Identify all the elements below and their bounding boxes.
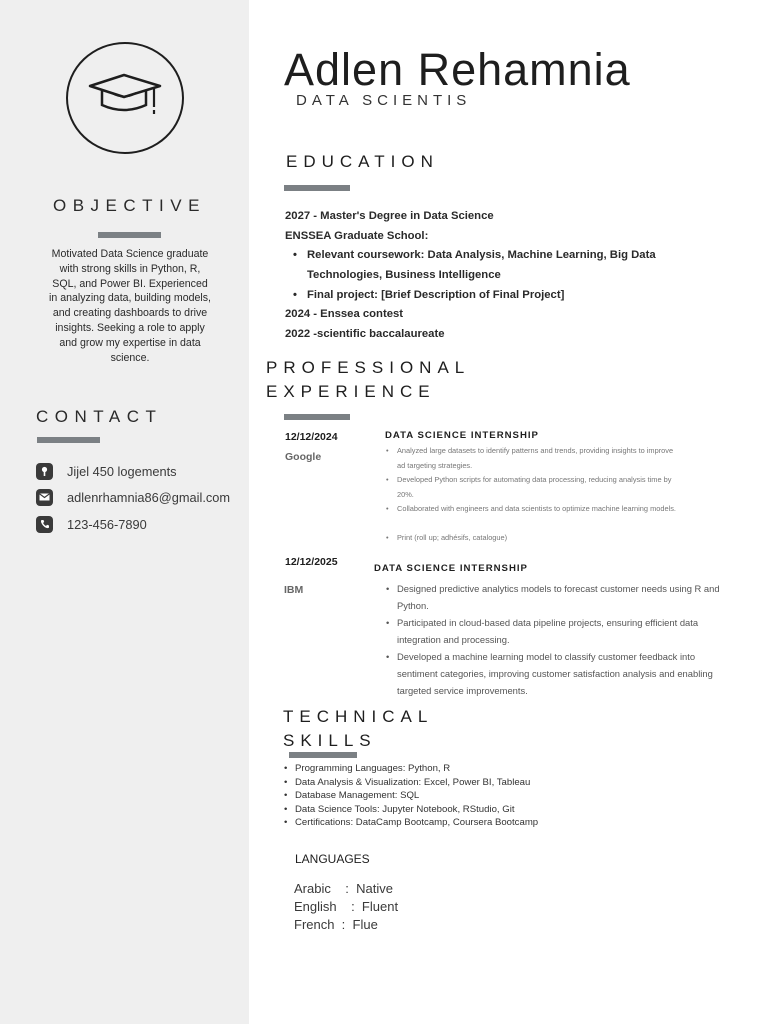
contact-phone bbox=[36, 515, 147, 533]
skills-heading-1: TECHNICAL bbox=[283, 707, 434, 726]
envelope-icon bbox=[36, 489, 53, 506]
sidebar bbox=[0, 0, 249, 1024]
education-baccalaureate: 2022 -scientific baccalaureate bbox=[285, 328, 445, 340]
email-link[interactable]: adlenrhamnia86@gmail.com bbox=[67, 489, 231, 505]
education-heading: EDUCATION bbox=[286, 152, 439, 171]
education-divider bbox=[284, 185, 350, 191]
skills-heading-2: SKILLS bbox=[283, 731, 377, 750]
person-name: Adlen Rehamnia bbox=[284, 44, 631, 95]
avatar bbox=[66, 42, 184, 154]
education-degree: 2027 - Master's Degree in Data Science bbox=[285, 210, 494, 222]
location-pin-icon bbox=[36, 463, 53, 480]
job-company: IBM bbox=[284, 584, 304, 596]
phone-icon bbox=[36, 516, 53, 533]
language-item: English : Fluent bbox=[294, 899, 399, 914]
contact-address bbox=[36, 462, 177, 480]
contact-divider bbox=[37, 437, 100, 443]
education-school: ENSSEA Graduate School: bbox=[285, 230, 429, 242]
languages-heading: LANGUAGES bbox=[295, 852, 370, 866]
job-company: Google bbox=[285, 451, 322, 463]
skill-item: • Database Management: SQL bbox=[284, 790, 420, 801]
skill-item: • Data Analysis & Visualization: Excel, Power BI, Tableau bbox=[284, 777, 531, 788]
job-title-heading: DATA SCIENTIS bbox=[296, 92, 472, 109]
objective-heading: OBJECTIVE bbox=[53, 196, 206, 215]
job-date: 12/12/2024 bbox=[285, 431, 338, 443]
experience-heading-1: PROFESSIONAL bbox=[266, 358, 471, 377]
skill-item: • Programming Languages: Python, R bbox=[284, 763, 451, 774]
job-title: DATA SCIENCE INTERNSHIP bbox=[385, 430, 539, 441]
experience-divider bbox=[284, 414, 350, 420]
objective-text: Motivated Data Science graduate with strong skills in Python, R, SQL, and Power BI. Experienced in analyzing data, building models, and creating dashboards to drive insights. Seeking a role to apply and grow my expertise in data science. bbox=[49, 248, 211, 364]
education-contest: 2024 - Enssea contest bbox=[285, 308, 404, 320]
skill-item: • Certifications: DataCamp Bootcamp, Coursera Bootcamp bbox=[284, 817, 539, 828]
address-text: Jijel 450 logements bbox=[67, 463, 177, 479]
language-item: Arabic : Native bbox=[294, 881, 393, 896]
contact-email bbox=[36, 488, 230, 506]
experience-heading-2: EXPERIENCE bbox=[266, 382, 436, 401]
objective-divider bbox=[98, 232, 161, 238]
contact-heading: CONTACT bbox=[36, 407, 163, 426]
job-date: 12/12/2025 bbox=[285, 556, 338, 568]
skill-item: • Data Science Tools: Jupyter Notebook, RStudio, Git bbox=[284, 804, 515, 815]
job-title: DATA SCIENCE INTERNSHIP bbox=[374, 563, 528, 574]
skills-divider bbox=[289, 752, 357, 758]
language-item: French : Flue bbox=[294, 917, 378, 932]
phone-text: 123-456-7890 bbox=[67, 516, 147, 532]
graduation-cap-icon bbox=[84, 72, 166, 124]
